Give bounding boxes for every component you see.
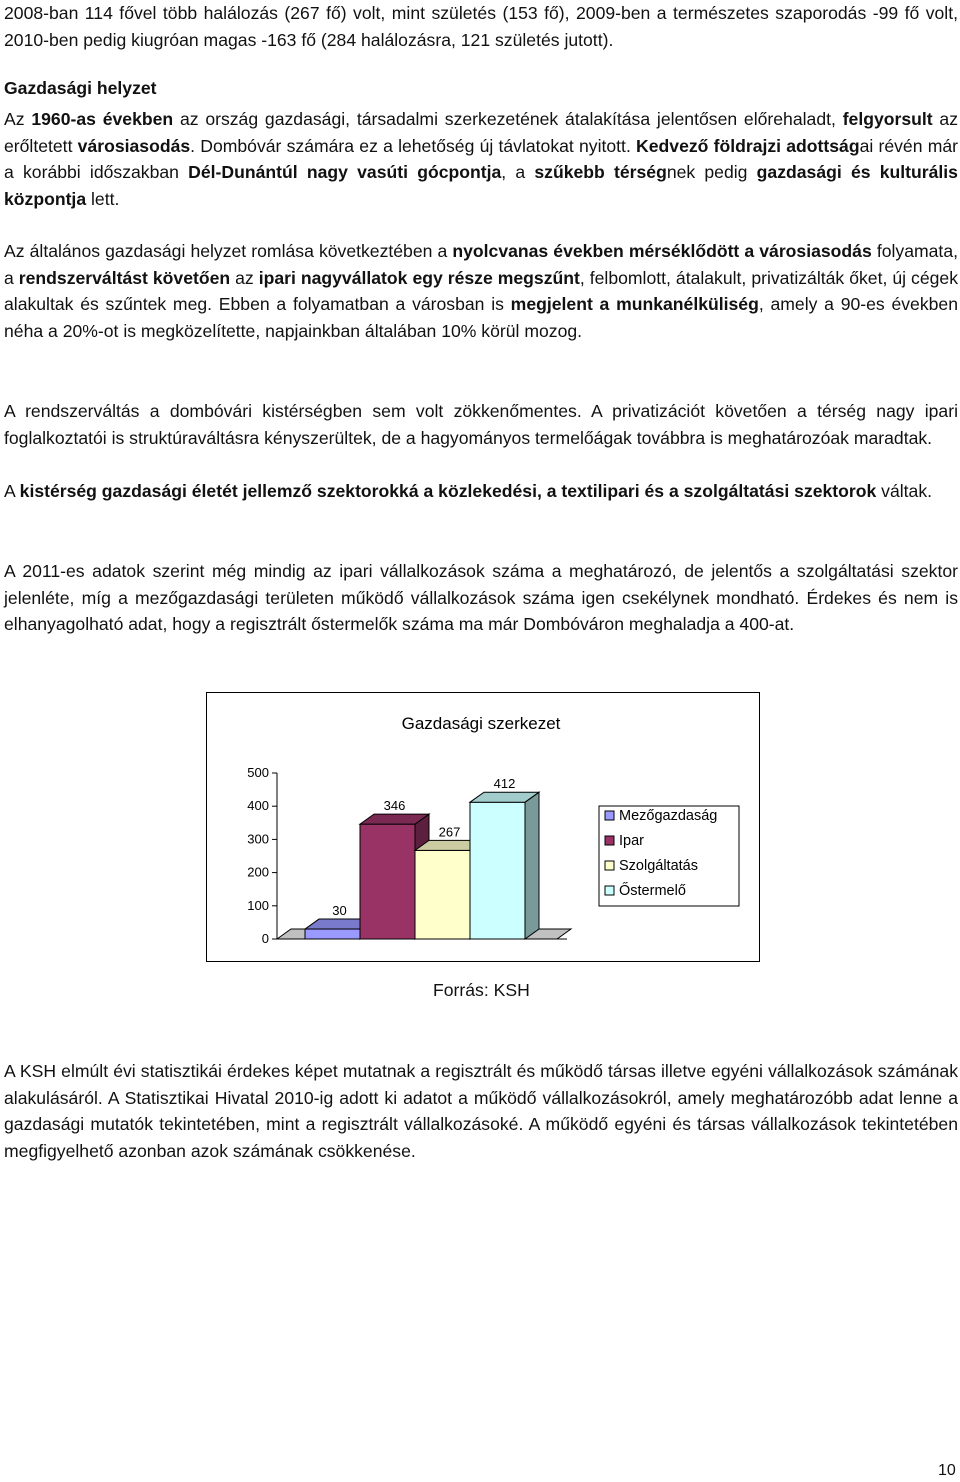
bar-2	[415, 850, 470, 939]
legend-swatch-1	[605, 836, 614, 845]
legend-label-2: Szolgáltatás	[619, 858, 698, 874]
y-tick-label: 100	[247, 897, 269, 913]
text-run: az ország gazdasági, társadalmi szerkezetének átalakítása jelentősen előrehaladt,	[173, 109, 843, 129]
section-heading: Gazdasági helyzet	[4, 78, 157, 98]
chart-source: Forrás: KSH	[433, 980, 530, 1000]
bar-1	[360, 824, 415, 939]
text-run: szűkebb térség	[534, 162, 667, 182]
paragraph-2011-data	[4, 558, 958, 638]
text-run: gazdasági és kulturális központja	[4, 162, 958, 209]
data-label-2: 267	[438, 824, 461, 840]
text-run: városiasodás	[77, 135, 191, 156]
data-label-1: 346	[383, 798, 406, 814]
text-run: 2008-ban 114 fővel több halálozás (267 fő) volt, mint születés (153 fő), 2009-ben a természetes szaporodás -99 fő volt, 2010-ben pedig kiugróan magas -163 fő (284 halálozásra, 121 születés jutott).	[4, 3, 958, 50]
y-tick-label: 0	[261, 931, 269, 946]
text-run: megjelent a munkanélküliség	[510, 294, 759, 314]
page-number: 10	[938, 1462, 956, 1479]
text-run: Az általános gazdasági helyzet romlása következtében a	[4, 241, 453, 261]
bar-side-3	[525, 792, 539, 939]
paragraph-regime-change	[4, 398, 958, 451]
text-run: A rendszerváltás a dombóvári kistérségben sem volt zökkenőmentes. A privatizációt követően a térség nagy ipari foglalkoztatói is struktúraváltásra kényszerültek, de a hagyományos termelőágak továbbra is meghatározóak maradtak.	[4, 401, 958, 448]
text-run: 1960-as években	[31, 109, 174, 129]
paragraph-sectors	[4, 478, 958, 505]
text-run: Az	[4, 109, 32, 129]
text-run: , felbomlott, átalakult, privatizálták őket, új cégek alakultak és szűntek meg. Ebben a folyamatban a városban is	[4, 267, 958, 314]
chart-gazdasagi-szerkezet	[206, 692, 760, 962]
data-label-3: 412	[493, 776, 516, 792]
text-run: felgyorsult	[842, 109, 933, 129]
legend-label-3: Őstermelő	[619, 883, 686, 899]
y-tick-label: 200	[247, 864, 269, 880]
text-run: A KSH elmúlt évi statisztikái érdekes képet mutatnak a regisztrált és működő társas illetve egyéni vállalkozások számának alakulásáról. A Statisztikai Hivatal 2010-ig adott ki adatot a működő vállalkozásokról, amely meghatározóbb adat lenne a gazdasági mutatók tekintetében, mint a regisztrált vállalkozásoké. A működő egyéni és társas vállalkozások tekintetében megfigyelhető azonban azok számának csökkenése.	[4, 1061, 958, 1161]
text-run: folyamata, a	[4, 241, 958, 288]
paragraph-ksh	[4, 1058, 958, 1164]
legend-label-0: Mezőgazdaság	[619, 808, 718, 824]
text-run: A 2011-es adatok szerint még mindig az ipari vállalkozások száma a meghatározó, de jelentős a szolgáltatási szektor jelenléte, míg a mezőgazdasági területen működő vállalkozások száma igen csekélynek mondható. Érdekes és nem is elhanyagolható adat, hogy a regisztrált őstermelők száma ma már Dombóváron meghaladja a 400-at.	[4, 561, 958, 634]
text-run: Kedvező földrajzi adottság	[636, 135, 860, 156]
text-run: . Dombóvár számára ez a lehetőség új távlatokat nyitott.	[190, 135, 637, 156]
text-run: nek pedig	[666, 162, 757, 182]
text-run: kistérség gazdasági életét jellemző szektorokká a közlekedési, a textilipari és a szolgáltatási szektorok	[19, 481, 877, 501]
text-run: ai révén már a korábbi időszakban	[4, 135, 958, 182]
text-run: váltak.	[876, 481, 933, 501]
paragraph-1960s	[4, 106, 958, 212]
legend-label-1: Ipar	[619, 833, 644, 849]
legend-swatch-2	[605, 861, 614, 870]
text-run: az	[230, 267, 259, 288]
bar-0	[305, 929, 360, 939]
text-run: , amely a 90-es években néha a 20%-ot is megközelítette, napjainkban általában 10% körül mozog.	[4, 294, 958, 341]
y-tick-label: 400	[247, 798, 269, 814]
text-run: az erőltetett	[4, 109, 959, 156]
legend-swatch-0	[605, 811, 614, 820]
text-run: ipari nagyvállatok egy része megszűnt	[258, 267, 580, 288]
data-label-0: 30	[332, 903, 347, 919]
chart-svg	[207, 693, 759, 961]
y-tick-label: 500	[247, 765, 269, 780]
y-tick-label: 300	[247, 831, 269, 847]
text-run: Dél-Dunántúl nagy vasúti gócpontja	[188, 162, 502, 182]
text-run: A	[4, 481, 20, 501]
text-run: , a	[501, 162, 535, 182]
paragraph-population	[4, 0, 958, 53]
paragraph-eighties	[4, 238, 958, 344]
bar-3	[470, 802, 525, 939]
chart-title: Gazdasági szerkezet	[401, 714, 561, 733]
text-run: lett.	[86, 188, 120, 209]
text-run: rendszerváltást követően	[18, 267, 231, 288]
legend-swatch-3	[605, 886, 614, 895]
text-run: nyolcvanas években mérséklődött a városiasodás	[452, 241, 872, 261]
